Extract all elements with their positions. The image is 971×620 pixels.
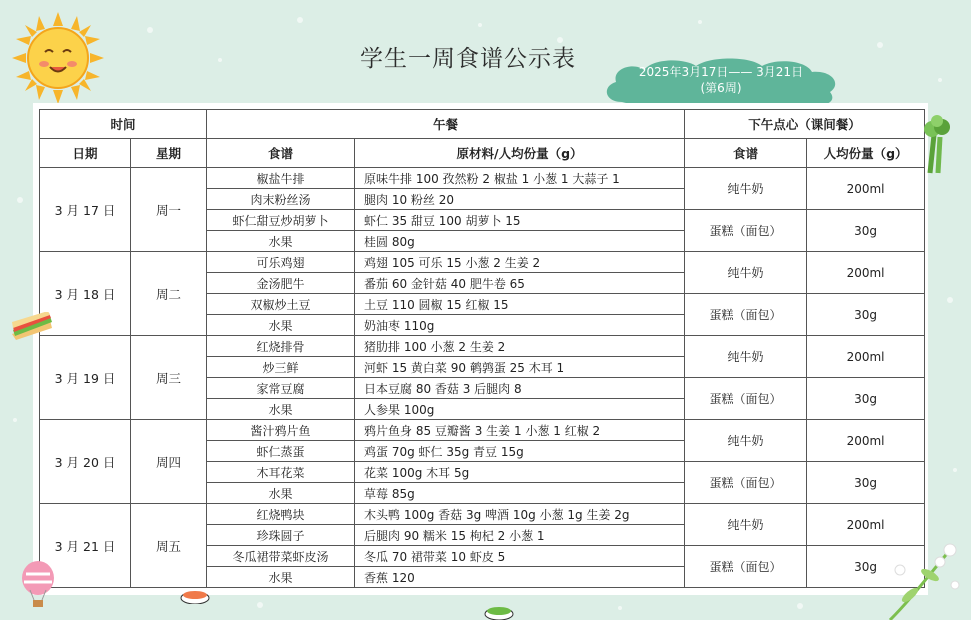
dish-name-cell: 红烧鸭块: [207, 504, 355, 525]
ingredients-cell: 香蕉 120: [355, 567, 685, 588]
ingredients-cell: 虾仁 35 甜豆 100 胡萝卜 15: [355, 210, 685, 231]
date-cell: 3 月 18 日: [40, 252, 131, 336]
ingredients-cell: 后腿肉 90 糯米 15 枸杞 2 小葱 1: [355, 525, 685, 546]
snack-name-cell: 纯牛奶: [685, 420, 807, 462]
ingredients-cell: 土豆 110 圆椒 15 红椒 15: [355, 294, 685, 315]
snack-name-cell: 纯牛奶: [685, 168, 807, 210]
snack-name-cell: 蛋糕（面包）: [685, 294, 807, 336]
header-ingredients: 原材料/人均份量（g）: [355, 139, 685, 168]
date-range-badge: [600, 64, 842, 96]
ingredients-cell: 桂圆 80g: [355, 231, 685, 252]
dish-name-cell: 家常豆腐: [207, 378, 355, 399]
dish-name-cell: 木耳花菜: [207, 462, 355, 483]
page-title: 学生一周食谱公示表: [360, 46, 576, 72]
dish-name-cell: 水果: [207, 315, 355, 336]
dish-name-cell: 水果: [207, 399, 355, 420]
header-recipe: 食谱: [207, 139, 355, 168]
date-cell: 3 月 21 日: [40, 504, 131, 588]
ingredients-cell: 番茄 60 金针菇 40 肥牛卷 65: [355, 273, 685, 294]
weekly-menu-table: [39, 109, 925, 588]
header-snack-portion: 人均份量（g）: [807, 139, 925, 168]
dish-name-cell: 水果: [207, 567, 355, 588]
table-row: [40, 420, 925, 441]
ingredients-cell: 木头鸭 100g 香菇 3g 啤酒 10g 小葱 1g 生姜 2g: [355, 504, 685, 525]
dish-name-cell: 虾仁蒸蛋: [207, 441, 355, 462]
header-row-2: [40, 139, 925, 168]
ingredients-cell: 冬瓜 70 裙带菜 10 虾皮 5: [355, 546, 685, 567]
snack-name-cell: 蛋糕（面包）: [685, 546, 807, 588]
date-cell: 3 月 17 日: [40, 168, 131, 252]
ingredients-cell: 人参果 100g: [355, 399, 685, 420]
dish-name-cell: 炒三鲜: [207, 357, 355, 378]
header-lunch: 午餐: [207, 110, 685, 139]
hot-air-balloon-icon: [18, 560, 58, 610]
header-weekday: 星期: [131, 139, 207, 168]
sushi-icon: [180, 588, 210, 604]
header-date: 日期: [40, 139, 131, 168]
snack-portion-cell: 30g: [807, 378, 925, 420]
sushi-icon: [484, 604, 514, 620]
dish-name-cell: 酱汁鸦片鱼: [207, 420, 355, 441]
ingredients-cell: 鸡蛋 70g 虾仁 35g 青豆 15g: [355, 441, 685, 462]
table-row: [40, 252, 925, 273]
dish-name-cell: 虾仁甜豆炒胡萝卜: [207, 210, 355, 231]
ingredients-cell: 腿肉 10 粉丝 20: [355, 189, 685, 210]
weekday-cell: 周五: [131, 504, 207, 588]
ingredients-cell: 原味牛排 100 孜然粉 2 椒盐 1 小葱 1 大蒜子 1: [355, 168, 685, 189]
snack-portion-cell: 200ml: [807, 420, 925, 462]
table-row: [40, 504, 925, 525]
dish-name-cell: 可乐鸡翅: [207, 252, 355, 273]
dish-name-cell: 金汤肥牛: [207, 273, 355, 294]
date-cell: 3 月 19 日: [40, 336, 131, 420]
snack-portion-cell: 30g: [807, 294, 925, 336]
ingredients-cell: 日本豆腐 80 香菇 3 后腿肉 8: [355, 378, 685, 399]
date-range: 2025年3月17日—— 3月21日: [638, 65, 804, 79]
weekday-cell: 周一: [131, 168, 207, 252]
flower-branch-icon: [880, 540, 965, 620]
header-row-1: [40, 110, 925, 139]
table-row: [40, 336, 925, 357]
snack-name-cell: 纯牛奶: [685, 252, 807, 294]
week-number: (第6周): [700, 81, 742, 95]
header-time: 时间: [40, 110, 207, 139]
snack-name-cell: 蛋糕（面包）: [685, 378, 807, 420]
weekday-cell: 周二: [131, 252, 207, 336]
ingredients-cell: 鸡翅 105 可乐 15 小葱 2 生姜 2: [355, 252, 685, 273]
sun-icon: [12, 12, 104, 104]
ingredients-cell: 花菜 100g 木耳 5g: [355, 462, 685, 483]
table-row: [40, 168, 925, 189]
sandwich-icon: [10, 312, 54, 342]
snack-name-cell: 纯牛奶: [685, 504, 807, 546]
snack-portion-cell: 200ml: [807, 252, 925, 294]
header-snack-recipe: 食谱: [685, 139, 807, 168]
snack-name-cell: 蛋糕（面包）: [685, 210, 807, 252]
dish-name-cell: 椒盐牛排: [207, 168, 355, 189]
celery-icon: [920, 115, 952, 175]
dish-name-cell: 红烧排骨: [207, 336, 355, 357]
snack-portion-cell: 30g: [807, 462, 925, 504]
dish-name-cell: 双椒炒土豆: [207, 294, 355, 315]
snack-portion-cell: 200ml: [807, 504, 925, 546]
weekday-cell: 周三: [131, 336, 207, 420]
ingredients-cell: 河虾 15 黄白菜 90 鹌鹑蛋 25 木耳 1: [355, 357, 685, 378]
dish-name-cell: 水果: [207, 231, 355, 252]
dish-name-cell: 珍珠圆子: [207, 525, 355, 546]
weekday-cell: 周四: [131, 420, 207, 504]
date-cell: 3 月 20 日: [40, 420, 131, 504]
snack-portion-cell: 30g: [807, 546, 925, 588]
ingredients-cell: 鸦片鱼身 85 豆瓣酱 3 生姜 1 小葱 1 红椒 2: [355, 420, 685, 441]
dish-name-cell: 冬瓜裙带菜虾皮汤: [207, 546, 355, 567]
snack-portion-cell: 200ml: [807, 168, 925, 210]
ingredients-cell: 草莓 85g: [355, 483, 685, 504]
ingredients-cell: 奶油枣 110g: [355, 315, 685, 336]
ingredients-cell: 猪肋排 100 小葱 2 生姜 2: [355, 336, 685, 357]
snack-name-cell: 蛋糕（面包）: [685, 462, 807, 504]
snack-portion-cell: 30g: [807, 210, 925, 252]
snack-name-cell: 纯牛奶: [685, 336, 807, 378]
header-snack: 下午点心（课间餐）: [685, 110, 925, 139]
dish-name-cell: 肉末粉丝汤: [207, 189, 355, 210]
snack-portion-cell: 200ml: [807, 336, 925, 378]
dish-name-cell: 水果: [207, 483, 355, 504]
